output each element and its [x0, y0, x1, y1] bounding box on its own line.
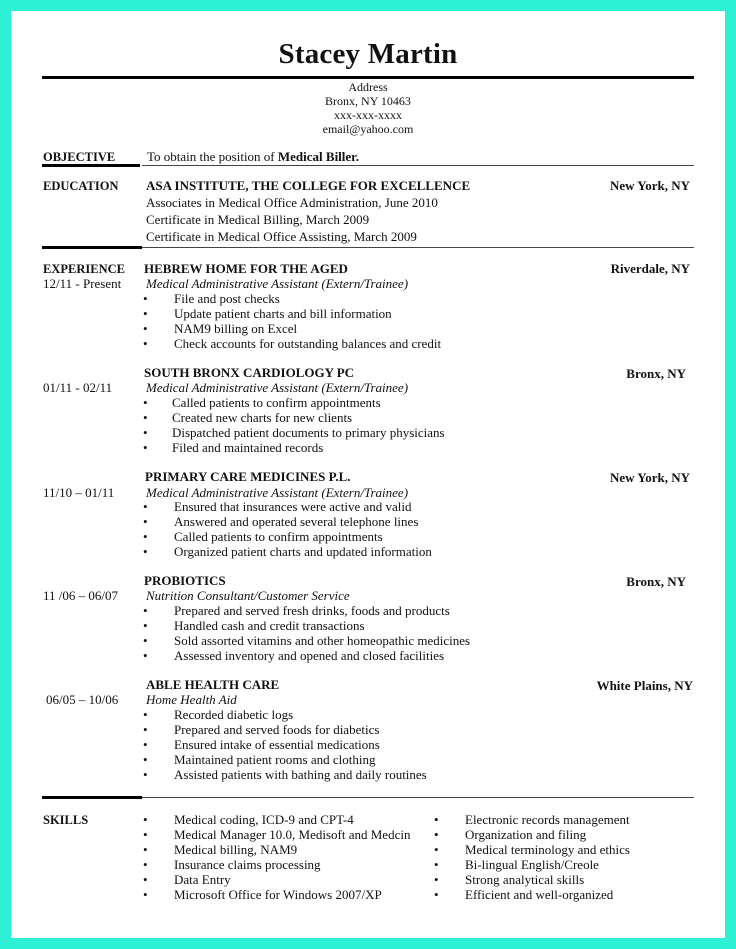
job-dates: 11 /06 – 06/07: [43, 588, 118, 603]
education-label: EDUCATION: [43, 179, 119, 193]
skills-divider: [142, 797, 694, 798]
job-title: Nutrition Consultant/Customer Service: [146, 588, 350, 603]
education-location: New York, NY: [609, 178, 690, 193]
job-employer: SOUTH BRONX CARDIOLOGY PC: [144, 365, 355, 380]
job-dates: 12/11 - Present: [43, 276, 122, 291]
job-dates: 06/05 – 10/06: [46, 692, 119, 707]
job-title: Medical Administrative Assistant (Extern/Trainee): [146, 485, 409, 500]
education-divider-thick: [42, 246, 142, 249]
job-location: White Plains, NY: [596, 678, 693, 693]
job-location: Riverdale, NY: [610, 261, 690, 276]
job-title: Medical Administrative Assistant (Extern/Trainee): [146, 380, 409, 395]
experience-label: EXPERIENCE: [43, 262, 125, 276]
job-location: Bronx, NY: [626, 574, 686, 589]
resume-page: Stacey Martin Address Bronx, NY 10463 xxx-xxx-xxxx email@yahoo.com OBJECTIVE To obtain the position of Medical Biller. EDUCATION ASA INSTITUTE, THE COLLEGE FOR EXCELLENCE New York, NY Associates in Medical Office Administration, June 2010 Certificate in Medical Billing, March 2009 Certificate in Medical Office Assisting, March 2009 EXPERIENCE 12/11 - Present HEBREW HOME FOR THE AGED Riverdale, NY Medical Administrative Assistant (Extern/Trainee) • File and post checks • Update patient charts and bill information • NAM9 billing on Excel • Check accounts for outstanding balances and credit 01/11 - 02/11 SOUTH BRONX CARDIOLOGY PC Bronx, NY Medical Administrative Assistant (Extern/Trainee) • Called patients to confirm appointments • Created new charts for new clients • Dispatched patient documents to primary physicians • Filed and maintained records 11/10 – 01/11 PRIMARY CARE MEDICINES P.L. New York, NY Medical Administrative Assistant (Extern/Trainee) • Ensured that insurances were active and valid • Answered and operated several telephone lines • Called patients to confirm appointments • Organized patient charts and updated information 11 /06 – 06/07 PROBIOTICS Bronx, NY Nutrition Consultant/Customer Service • Prepared and served fresh drinks, foods and products • Handled cash and credit transactions • Sold assorted vitamins and other homeopathic medicines • Assessed inventory and opened and closed facilities 06/05 – 10/06 ABLE HEALTH CARE White Plains, NY Home Health Aid • Recorded diabetic logs • Prepared and served foods for diabetics • Ensured intake of essential medications • Maintained patient rooms and clothing • Assisted patients with bathing and daily routines SKILLS • Medical coding, ICD-9 and CPT-4 • Medical Manager 10.0, Medisoft and Medcin • Medical billing, NAM9 • Insurance claims processing • Data Entry • Microsoft Office for Windows 2007/XP • Electronic records management • Organization and filing • Medical terminology and ethics • Bi-lingual English/Creole • Strong analytical skills • Efficient and well-organized: [0, 0, 736, 949]
job-location: New York, NY: [609, 470, 690, 485]
education-divider: [142, 247, 694, 248]
job-employer: PROBIOTICS: [144, 573, 226, 588]
contact-city: Bronx, NY 10463: [325, 94, 411, 108]
contact-email: email@yahoo.com: [322, 122, 414, 136]
job-location: Bronx, NY: [626, 366, 686, 381]
contact-address: Address: [348, 80, 388, 94]
resume-name: Stacey Martin: [278, 38, 458, 70]
job-title: Home Health Aid: [146, 692, 237, 707]
job-employer: PRIMARY CARE MEDICINES P.L.: [145, 469, 351, 484]
contact-phone: xxx-xxx-xxxx: [334, 108, 402, 122]
job-title: Medical Administrative Assistant (Extern/Trainee): [146, 276, 409, 291]
job-employer: ABLE HEALTH CARE: [146, 677, 280, 692]
job-employer: HEBREW HOME FOR THE AGED: [144, 261, 348, 276]
objective-rule: [142, 165, 694, 166]
job-dates: 01/11 - 02/11: [43, 380, 113, 395]
education-school: ASA INSTITUTE, THE COLLEGE FOR EXCELLENCE: [146, 178, 471, 193]
job-dates: 11/10 – 01/11: [43, 485, 115, 500]
education-item: Certificate in Medical Billing, March 2009: [146, 212, 370, 227]
objective-underline: [42, 164, 140, 167]
objective-label: OBJECTIVE: [43, 150, 116, 164]
skills-divider-thick: [42, 796, 142, 799]
education-item: Associates in Medical Office Administration, June 2010: [146, 195, 438, 210]
education-item: Certificate in Medical Office Assisting, March 2009: [146, 229, 417, 244]
skills-label: SKILLS: [43, 813, 89, 827]
header-rule: [42, 76, 694, 79]
objective-text: To obtain the position of Medical Biller.: [147, 149, 360, 164]
